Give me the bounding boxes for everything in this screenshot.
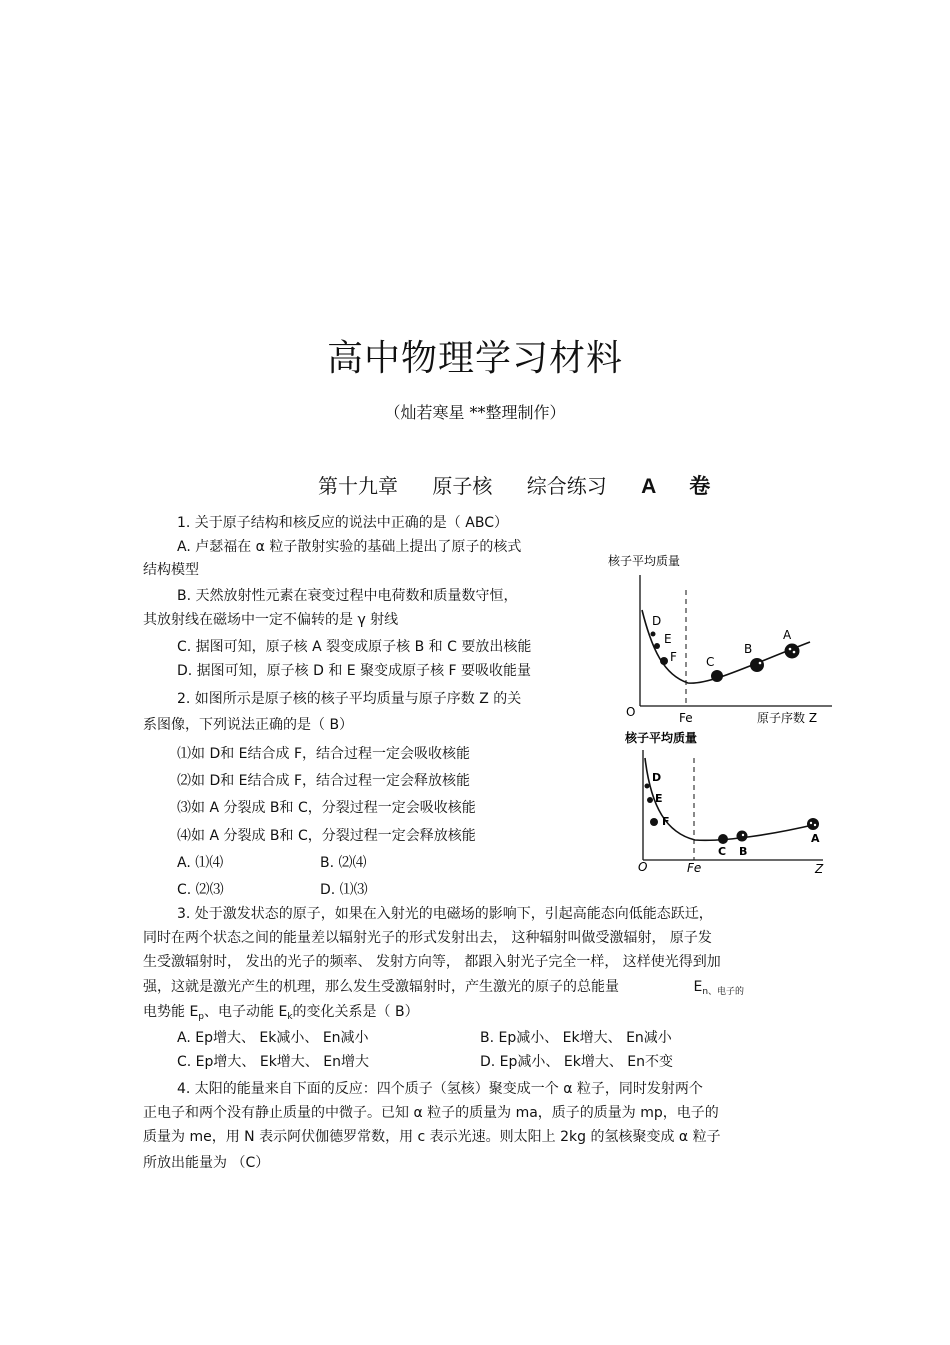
q3-line4-En-tail: n、电子的 <box>702 987 745 997</box>
q3-line5 <box>143 1004 419 1025</box>
fig2-point-b <box>737 831 748 842</box>
q3-line5-e: 的变化关系是（ B） <box>292 1004 419 1020</box>
q4-line4: 所放出能量为 （C） <box>143 1155 270 1171</box>
fig2-label-d: D <box>652 771 662 784</box>
fig1-origin: O <box>626 705 636 719</box>
q2-option-a: A. ⑴⑷ <box>177 855 224 871</box>
q4-line3: 质量为 me，用 N 表示阿伏伽德罗常数，用 c 表示光速。则太阳上 2kg 的氢核聚变成 α 粒子 <box>143 1129 721 1145</box>
q3-line5-a: 电势能 E <box>143 1004 199 1020</box>
document-subtitle: （灿若寒星 **整理制作） <box>384 403 566 422</box>
fig2-label-f: F <box>662 815 670 828</box>
q4-line2: 正电子和两个没有静止质量的中微子。已知 α 粒子的质量为 ma，质子的质量为 mp，电子的 <box>143 1105 719 1121</box>
q3-line4-text: 强，这就是激光产生的机理，那么发生受激辐射时，产生激光的原子的总能量 <box>143 979 619 995</box>
fig2-fe-label: Fe <box>687 861 702 875</box>
q2-option-c: C. ⑵⑶ <box>177 882 224 898</box>
q3-line2: 同时在两个状态之间的能量差以辐射光子的形式发射出去， 这种辐射叫做受激辐射， 原子发 <box>143 930 712 946</box>
q2-statement-1: ⑴如 D和 E结合成 F，结合过程一定会吸收核能 <box>177 746 471 762</box>
fig1-point-e <box>654 643 660 649</box>
q1-option-b-line1: B. 天然放射性元素在衰变过程中电荷数和质量数守恒， <box>177 588 518 604</box>
q2-option-b: B. ⑵⑷ <box>320 855 367 871</box>
fig2-ylabel: 核子平均质量 <box>625 731 698 745</box>
fig2-label-c: C <box>718 845 727 858</box>
fig1-label-c: C <box>706 655 715 669</box>
chapter-heading <box>318 470 710 500</box>
fig1-xlabel: 原子序数 Z <box>757 711 818 725</box>
fig2-point-c <box>718 834 728 844</box>
q2-statement-2: ⑵如 D和 E结合成 F，结合过程一定会释放核能 <box>177 773 471 789</box>
chapter-title: 第十九章 原子核 综合练习 <box>318 474 607 498</box>
fig1-fe-label: Fe <box>679 711 693 725</box>
q3-option-a: A. Ep增大、 Ek减小、 En减小 <box>177 1030 369 1046</box>
fig1-label-d: D <box>652 614 662 628</box>
q1-stem: 1. 关于原子结构和核反应的说法中正确的是（ ABC） <box>177 515 508 531</box>
q3-line5-p: p <box>198 1012 205 1022</box>
fig1-curve <box>642 610 810 683</box>
fig2-point-a <box>807 818 819 830</box>
q1-option-d: D. 据图可知，原子核 D 和 E 聚变成原子核 F 要吸收能量 <box>177 663 532 679</box>
q3-option-d: D. Ep减小、 Ek增大、 En不变 <box>480 1054 673 1070</box>
q3-line3: 生受激辐射时， 发出的光子的频率、 发射方向等， 都跟入射光子完全一样， 这样使光得到加 <box>143 954 721 970</box>
fig1-ylabel: 核子平均质量 <box>608 554 681 568</box>
figure-binding-mass-curve-1 <box>600 550 840 730</box>
fig1-label-f: F <box>670 650 677 664</box>
q2-option-d: D. ⑴⑶ <box>320 882 368 898</box>
q3-line1: 3. 处于激发状态的原子，如果在入射光的电磁场的影响下，引起高能态向低能态跃迁， <box>177 906 713 922</box>
fig2-point-d <box>645 784 650 789</box>
fig2-point-e <box>647 797 653 803</box>
fig1-point-c <box>711 670 723 682</box>
q1-option-b-line2: 其放射线在磁场中一定不偏转的是 γ 射线 <box>143 612 399 628</box>
q4-line1: 4. 太阳的能量来自下面的反应：四个质子（氢核）聚变成一个 α 粒子，同时发射两个 <box>177 1081 703 1097</box>
fig1-point-a <box>785 644 800 659</box>
chapter-volume: A 卷 <box>641 475 711 498</box>
figure-binding-mass-curve-2 <box>625 728 835 878</box>
fig2-point-f <box>650 818 658 826</box>
fig1-point-d <box>651 632 656 637</box>
fig1-point-f <box>660 657 668 665</box>
q3-line4 <box>143 979 744 1000</box>
q1-option-c: C. 据图可知，原子核 A 裂变成原子核 B 和 C 要放出核能 <box>177 639 532 655</box>
fig2-label-e: E <box>655 792 663 805</box>
document-title: 高中物理学习材料 <box>326 338 623 379</box>
q2-statement-4: ⑷如 A 分裂成 B和 C，分裂过程一定会释放核能 <box>177 828 476 844</box>
q1-option-a-line1: A. 卢瑟福在 α 粒子散射实验的基础上提出了原子的核式 <box>177 539 522 555</box>
q2-stem-line2: 系图像，下列说法正确的是（ B） <box>143 717 354 733</box>
fig2-label-b: B <box>739 845 748 858</box>
q3-option-b: B. Ep减小、 Ek增大、 En减小 <box>480 1030 672 1046</box>
fig1-label-a: A <box>783 628 792 642</box>
q3-line4-En: E <box>693 979 703 995</box>
q2-statement-3: ⑶如 A 分裂成 B和 C，分裂过程一定会吸收核能 <box>177 800 476 816</box>
fig2-curve <box>645 758 817 840</box>
q1-option-a-line2: 结构模型 <box>143 562 199 578</box>
q2-stem-line1: 2. 如图所示是原子核的核子平均质量与原子序数 Z 的关 <box>177 691 522 707</box>
q3-line5-k: k <box>287 1012 293 1022</box>
fig2-origin: O <box>638 860 648 874</box>
q3-line5-c: 、电子动能 E <box>204 1004 288 1020</box>
q3-option-c: C. Ep增大、 Ek增大、 En增大 <box>177 1054 369 1070</box>
fig1-point-b <box>750 658 764 672</box>
fig2-label-a: A <box>811 832 820 845</box>
fig1-label-e: E <box>664 632 672 646</box>
fig2-xlabel: Z <box>815 862 824 876</box>
fig1-label-b: B <box>744 642 753 656</box>
